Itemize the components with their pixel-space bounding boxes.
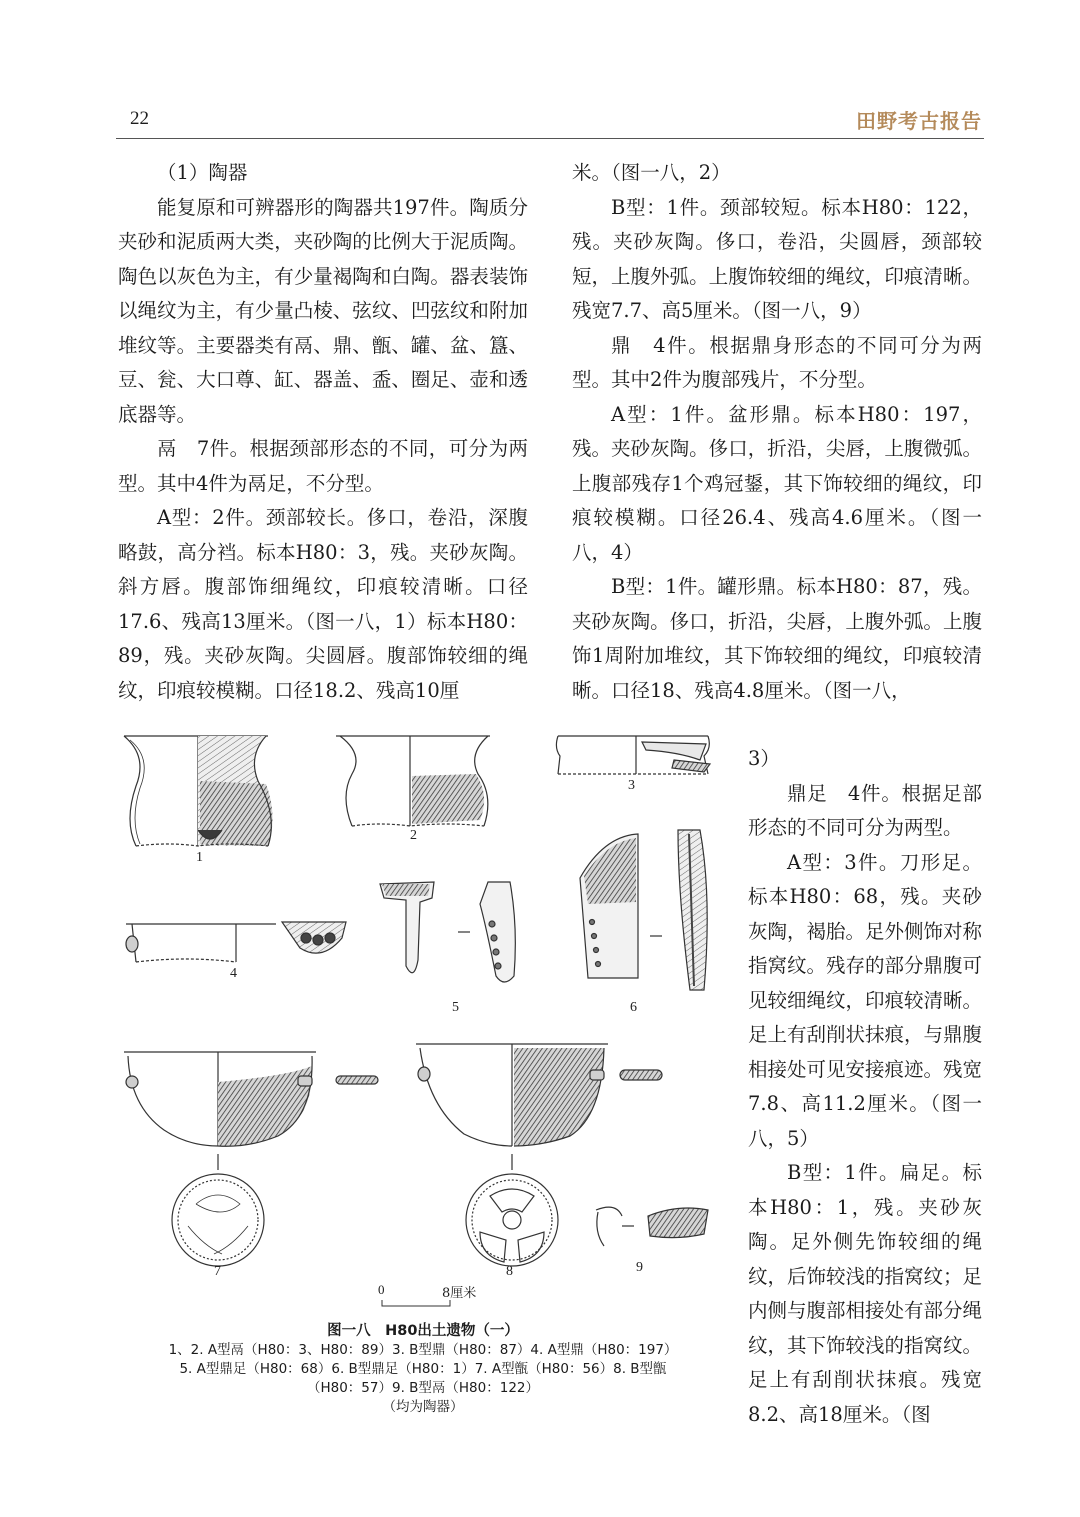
paragraph: B型：1件。颈部较短。标本H80：122，残。夹砂灰陶。侈口，卷沿，尖圆唇，颈部较短，上腹外弧。上腹饰较细的绳纹，印痕清晰。残宽7.7、高5厘米。（图一八，9） — [572, 195, 982, 322]
figure-caption — [118, 1322, 728, 1417]
vessel-drawing-7 — [124, 1052, 378, 1266]
vessel-drawing-8 — [416, 1044, 662, 1266]
right-column-top — [572, 156, 982, 708]
right-column-narrow — [748, 742, 982, 1432]
vessel-drawing-6 — [580, 830, 707, 990]
paragraph: B型：1件。扁足。标本H80：1，残。夹砂灰陶。足外侧先饰较细的绳纹，后饰较浅的指窝纹；足内侧与腹部相接处有部分绳纹，其下饰较浅的指窝纹。足上有刮削状抹痕。残宽8.2、高18厘米。（图 — [748, 1161, 983, 1426]
paragraph: 米。（图一八，2） — [572, 161, 731, 184]
paragraph: 鼎足 4件。根据足部形态的不同可分为两型。 — [748, 781, 982, 839]
paragraph: 3） — [748, 747, 780, 770]
figure-label: 3 — [628, 778, 635, 793]
paragraph: A型：1件。盆形鼎。标本H80：197，残。夹砂灰陶。侈口，折沿，尖唇，上腹微弧。上腹部残存1个鸡冠鋬，其下饰较细的绳纹，印痕较模糊。口径26.4、残高4.6厘米。（图一八，4） — [572, 402, 982, 564]
vessel-drawing-3 — [556, 736, 710, 774]
figure-label: 1 — [196, 850, 203, 865]
figure-label: 9 — [636, 1260, 643, 1275]
caption-line: （均为陶器） — [382, 1399, 464, 1415]
caption-line: 1、2. A型鬲（H80：3、H80：89）3. B型鼎（H80：87）4. A型鼎（H80：197） — [168, 1342, 678, 1358]
scale-line — [378, 1282, 498, 1312]
scale-label: 8厘米 — [442, 1286, 477, 1301]
figure-label: 2 — [410, 828, 417, 843]
paragraph: 鬲 7件。根据颈部形态的不同，可分为两型。其中4件为鬲足，不分型。 — [118, 437, 528, 495]
journal-title: 田野考古报告 — [856, 109, 982, 133]
paragraph: A型：2件。颈部较长。侈口，卷沿，深腹略鼓，高分裆。标本H80：3，残。夹砂灰陶。斜方唇。腹部饰细绳纹，印痕较清晰。口径17.6、残高13厘米。（图一八，1）标本H80：89，残。夹砂灰陶。尖圆唇。腹部饰较细的绳纹，印痕较模糊。口径18.2、残高10厘 — [118, 506, 528, 702]
paragraph: A型：3件。刀形足。标本H80：68，残。夹砂灰陶，褐胎。足外侧饰对称指窝纹。残存的部分鼎腹可见较细绳纹，印痕较清晰。足上有刮削状抹痕，与鼎腹相接处可见安接痕迹。残宽7.8、高11.2厘米。（图一八，5） — [748, 850, 983, 1150]
page-header — [116, 100, 984, 140]
figure-label: 5 — [452, 1000, 459, 1015]
scale-zero: 0 — [378, 1282, 385, 1297]
vessel-drawing-2 — [336, 736, 490, 826]
page-number: 22 — [130, 108, 149, 129]
caption-title: 图一八 H80出土遗物（一） — [327, 1323, 519, 1339]
figure-label: 8 — [506, 1264, 513, 1279]
pottery-drawings — [118, 726, 728, 1306]
header-rule — [116, 138, 984, 139]
paragraph: B型：1件。罐形鼎。标本H80：87，残。夹砂灰陶。侈口，折沿，尖唇，上腹外弧。上腹饰1周附加堆纹，其下饰较细的绳纹，印痕较清晰。口径18、残高4.8厘米。（图一八， — [572, 575, 982, 702]
figure-label: 7 — [214, 1264, 221, 1279]
vessel-drawing-1 — [124, 736, 273, 846]
figure-18 — [118, 726, 728, 1306]
caption-line: 5. A型鼎足（H80：68）6. B型鼎足（H80：1）7. A型甑（H80：56）8. B型甑 — [179, 1361, 667, 1377]
paragraph: 能复原和可辨器形的陶器共197件。陶质分夹砂和泥质两大类，夹砂陶的比例大于泥质陶。陶色以灰色为主，有少量褐陶和白陶。器表装饰以绳纹为主，有少量凸棱、弦纹、凹弦纹和附加堆纹等。主要器类有鬲、鼎、甑、罐、盆、簋、豆、瓮、大口尊、缸、器盖、盉、圈足、壶和透底器等。 — [118, 195, 528, 426]
scale-bar — [378, 1282, 498, 1312]
vessel-drawing-5 — [380, 882, 515, 982]
figure-label: 6 — [630, 1000, 637, 1015]
vessel-drawing-9 — [596, 1207, 708, 1246]
left-column — [118, 156, 528, 708]
paragraph: 鼎 4件。根据鼎身形态的不同可分为两型。其中2件为腹部残片，不分型。 — [572, 333, 982, 391]
section-heading: （1）陶器 — [157, 161, 248, 184]
vessel-drawing-4 — [126, 922, 346, 962]
figure-label: 4 — [230, 966, 237, 981]
caption-line: （H80：57）9. B型鬲（H80：122） — [306, 1380, 540, 1396]
